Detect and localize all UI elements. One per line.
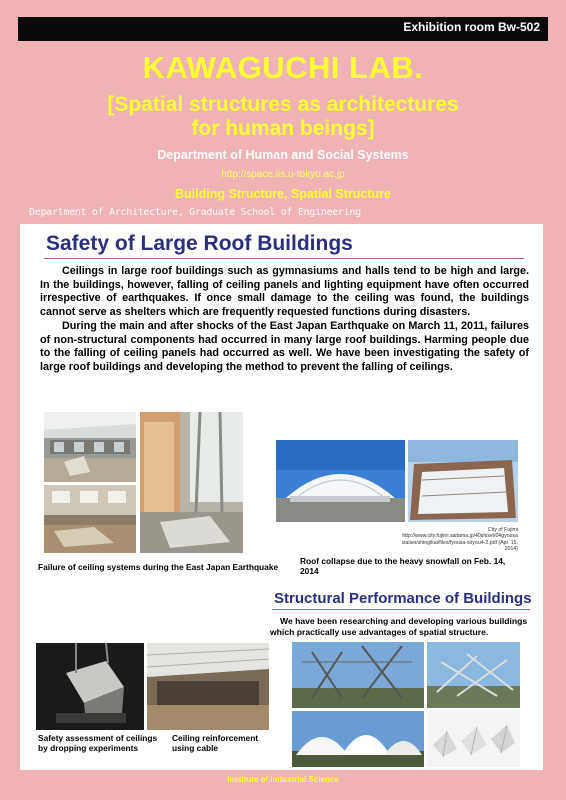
photo-folded-models: [427, 711, 520, 767]
subtitle-line-1: [Spatial structures as architectures: [107, 93, 459, 116]
caption-drop-line-2: by dropping experiments: [38, 743, 139, 753]
section-title-underline: [44, 258, 524, 259]
caption-earthquake-failure: Failure of ceiling systems during the East Japan Earthquake: [38, 562, 279, 572]
safety-body-text: [40, 265, 529, 375]
photo-collapsed-roof-aerial: [408, 440, 518, 522]
photo-drop-experiment: [36, 643, 144, 730]
subtitle-line-2: for human beings]: [191, 117, 375, 140]
structural-paragraph: We have been researching and developing various buildings which practically use advantages of spatial structure.: [270, 616, 528, 637]
photo-reciprocal-frame: [427, 642, 520, 708]
graduate-school-line: Department of Architecture, Graduate School of Engineering: [29, 207, 361, 218]
photo-cable-reinforcement: [147, 643, 269, 730]
section-title-structural: Structural Performance of Buildings: [274, 590, 532, 607]
caption-snow-line-1: Roof collapse due to the heavy snowfall on Feb. 14,: [300, 556, 506, 566]
photo-tent-structures: [292, 711, 424, 767]
photo-credit-fujimi: [380, 527, 518, 553]
section-title-safety: Safety of Large Roof Buildings: [46, 232, 353, 255]
caption-cable-line-1: Ceiling reinforcement: [172, 733, 259, 743]
caption-cable-line-2: using cable: [172, 743, 219, 753]
department-name: Department of Human and Social Systems: [157, 148, 409, 162]
credit-line-1: City of Fujimi: [488, 527, 518, 533]
photo-debris-atrium: [140, 412, 243, 553]
lab-url-link[interactable]: http://space.iis.u-tokyo.ac.jp: [221, 169, 345, 180]
caption-snow-collapse: [300, 556, 505, 576]
photo-snow-roof-stadium: [276, 440, 405, 522]
structural-body-text: [270, 616, 540, 638]
photo-spatial-structure-frame: [292, 642, 424, 708]
research-field: Building Structure, Spatial Structure: [175, 187, 391, 201]
safety-paragraph-2: During the main and after shocks of the East Japan Earthquake on March 11, 2011, failures of non-structural components had occurred in many large roof buildings. Harming people due to the falling of ceiling panels had occurred as well. We have been investigating the safety of large roof buildings and developing the method to prevent the falling of ceilings.: [40, 319, 529, 373]
caption-drop-line-1: Safety assessment of ceilings: [38, 733, 158, 743]
credit-line-2: http://www.city.fujimi.saitama.jp/40shisei/04gyousa: [402, 533, 518, 540]
photo-fallen-ceiling-gym: [44, 485, 136, 553]
credit-line-3: izaisei/shingikai/files/fyousa-siryou4-2.pdf (Apr. 15,: [401, 539, 518, 546]
safety-paragraph-1: Ceilings in large roof buildings such as gymnasiums and halls tend to be high and large. In the buildings, however, falling of ceiling panels and lighting equipment have often occurred irrespective of earthquakes. If once small damage to the ceiling was found, the buildings cannot serve as shelters which are frequently requested functions during disasters.: [40, 265, 529, 319]
caption-snow-line-2: 2014: [300, 566, 319, 576]
caption-drop-experiment: [38, 733, 157, 753]
top-bar: [18, 17, 548, 41]
credit-line-4: 2014): [504, 546, 518, 553]
caption-cable-reinforcement: [172, 733, 258, 753]
photo-collapsed-ceiling-hall: [44, 412, 136, 482]
institute-footer: Institute of Industrial Science: [227, 775, 339, 784]
lab-subtitle: [0, 93, 566, 141]
section-title-structural-underline: [272, 609, 530, 610]
exhibition-room-label: Exhibition room Bw-502: [403, 20, 540, 34]
lab-title: KAWAGUCHI LAB.: [142, 50, 424, 85]
